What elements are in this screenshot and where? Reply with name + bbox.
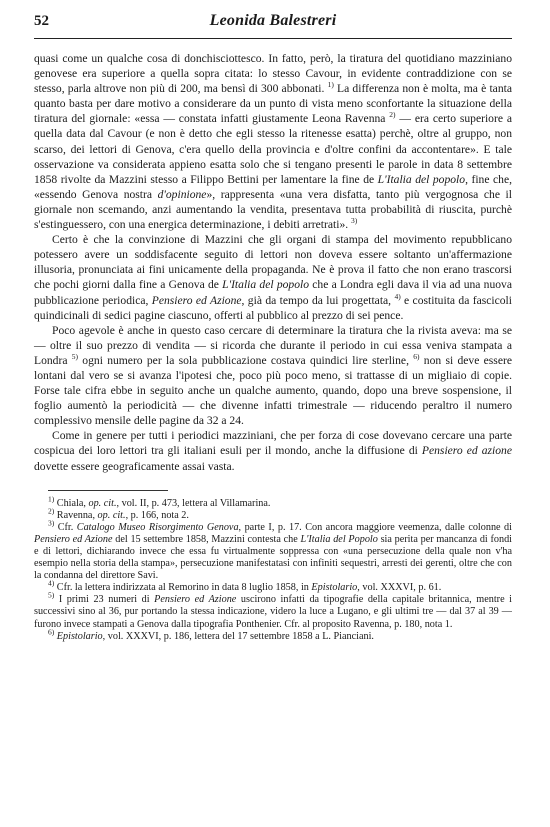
- footnote-1: [34, 494, 512, 510]
- text-run: — era certo superiore a quella data dal Cavour (e non è detto che egli stesso la ritenesse esatta) perchè, oltre al gruppo, non scarso, dei lettori di Genova, c'era quello della provincia e d'oltre confini da accontentare». E tale osservazione va considerata appieno esatta solo che si tengano presenti le parole in data 8 settembre 1858 rivolte da Mazzini stesso a Filippo Bettini per lamentare la fine de: [34, 112, 512, 186]
- footnote-ref: 2): [389, 110, 396, 120]
- text-run: ogni numero per la sola pubblicazione costava quindici lire sterline,: [78, 353, 414, 367]
- text-run: non si deve essere lontani dal vero se si avanza l'ipotesi che, poco più poco meno, si trattasse di un migliaio di copie. Forse tale cifra ebbe in seguito anche un qualche aumento, quando, dopo una breve sospensione, il foglio aumentò la periodicità — che divenne infatti trimestrale — riducendo peraltro il numero complessivo mensile delle pagine da 32 a 24.: [34, 353, 512, 428]
- footnotes: [34, 494, 512, 643]
- footnote-ref: 3): [48, 518, 55, 528]
- footnote-ref: 4): [48, 578, 55, 588]
- text-run: che a Londra egli dava il via ad una nuova pubblicazione periodica,: [34, 278, 512, 307]
- paragraph-2: [34, 232, 512, 323]
- text-run: e costituita da fascicoli quindicinali di sedici pagine ciascuno, offerti al pubblico al prezzo di sei pence.: [34, 293, 512, 322]
- text-run: dovette essere geograficamente assai vasta.: [34, 459, 235, 473]
- footnote-4: [34, 578, 512, 594]
- italic-run: Epistolario: [311, 582, 358, 594]
- text-run: , vol. II, p. 473, lettera al Villamarina.: [116, 497, 271, 509]
- text-run: », rappresenta «una vera disfatta, tanto più vergognosa che il giornale non scemando, anzi aumentando la vendita, presentava tutta probabilità di riuscita, purchè s'estinguessero, con una energica determinazione, i debiti arretrati».: [34, 187, 512, 232]
- text-run: , p. 166, nota 2.: [125, 509, 189, 521]
- paragraph-3: [34, 323, 512, 429]
- text-run: Cfr. la lettera indirizzata al Remorino in data 8 luglio 1858, in: [54, 582, 312, 594]
- footnote-3: [34, 518, 512, 582]
- text-run: I primi 23 numeri di: [54, 594, 155, 606]
- text-run: quasi come un qualche cosa di donchisciottesco. In fatto, però, la tiratura del quotidiano mazziniano genovese era superiore a quella sopra citata: lo stesso Cavour, in evidente contraddizione con se stesso, parla altrove non più di 200, ma bensì di 300 abbonati.: [34, 52, 512, 96]
- footnote-ref: 4): [394, 291, 401, 301]
- italic-run: op. cit.: [88, 497, 117, 509]
- footnote-ref: 6): [48, 627, 55, 637]
- paragraph-4: [34, 428, 512, 473]
- italic-run: L'Italia del Popolo: [300, 533, 378, 545]
- italic-run: L'Italia del popolo: [377, 172, 466, 186]
- text-run: uscirono infatti da tipografie della capitale britannica, mentre i successivi sino al 36, pur portando la stessa indicazione, videro la luce a Lugano, e gli ultimi tre — dal 37 al 39 — furono invece stampati a Genova dalla tipografia Ponthenier. Cfr. al proposito Ravenna, p. 180, nota 1.: [34, 594, 512, 630]
- text-run: Cfr.: [54, 521, 77, 533]
- footnote-ref: 1): [327, 80, 334, 90]
- italic-run: op. cit.: [97, 509, 126, 521]
- footnote-2: [34, 506, 512, 522]
- text-run: sia perita per mancanza di fondi e di lettori, dichiarando invece che essa fu virtualmente soppressa con «una persecuzione della quale non v'ha esempio nella storia della stampa», persecuzione manifestatasi con infiniti sequestri, arresti dei gerenti, oltre che con la condanna del direttore Savi.: [34, 533, 512, 582]
- text-run: , già da tempo da lui progettata,: [241, 293, 395, 307]
- footnote-ref: 2): [48, 506, 55, 516]
- text-run: Come in genere per tutti i periodici mazziniani, che per forza di cose dovevano cercare una parte cospicua dei loro lettori tra gli italiani esuli per il mondo, anche la diffusione di: [34, 429, 512, 458]
- running-head: Leonida Balestreri: [209, 12, 337, 29]
- page-number: 52: [34, 13, 49, 29]
- italic-run: L'Italia del popolo: [222, 278, 310, 292]
- italic-run: Pensiero ed Azione: [154, 594, 237, 606]
- italic-run: Pensiero ed Azione: [151, 293, 242, 307]
- footnote-6: [34, 627, 512, 643]
- text-run: Poco agevole è anche in questo caso cercare di determinare la tiratura che la rivista aveva: ma se — oltre il suo prezzo di vendita — si ricorda che durante il periodo in cui essa veniva stampata a Londra: [34, 323, 512, 367]
- italic-run: Pensiero ed azione: [421, 444, 512, 458]
- footnote-ref: 5): [71, 352, 79, 362]
- body-text: [34, 51, 512, 474]
- text-run: , vol. XXXVI, p. 61.: [357, 582, 442, 594]
- paragraph-1: [34, 51, 512, 232]
- footnote-ref: 3): [351, 216, 358, 226]
- italic-run: Catalogo Museo Risorgimento Genova: [76, 521, 239, 533]
- italic-run: Pensiero ed Azione: [34, 533, 113, 545]
- italic-run: d'opinione: [157, 187, 207, 201]
- text-run: La differenza non è molta, ma è tanta quanto basta per dare motivo a considerare da un punto di vista meno sconfortante la situazione della tiratura del giornale: «essa — constata infatti giustamente Leona Ravenna: [34, 82, 512, 126]
- italic-run: Epistolario: [56, 630, 103, 642]
- footnote-5: [34, 590, 512, 630]
- text-run: Chiala,: [54, 497, 89, 509]
- text-run: , fine che, «essendo Genova nostra: [34, 172, 512, 201]
- text-run: , vol. XXXVI, p. 186, lettera del 17 settembre 1858 a L. Pianciani.: [102, 630, 374, 642]
- page-header: [34, 6, 512, 39]
- text-run: , parte I, p. 17. Con ancora maggiore veemenza, dalle colonne di: [238, 521, 512, 533]
- footnote-ref: 5): [48, 590, 55, 600]
- footnote-divider: [48, 490, 168, 491]
- text-run: del 15 settembre 1858, Mazzini contesta che: [112, 533, 301, 545]
- footnote-ref: 1): [48, 494, 55, 504]
- text-run: Ravenna,: [54, 509, 98, 521]
- footnote-ref: 6): [413, 352, 420, 362]
- text-run: Certo è che la convinzione di Mazzini che gli organi di stampa del movimento repubblicano potessero avere un soddisfacente seguito di lettori non doveva essere soltanto un'affermazione illusoria, pronunciata ai fini unicamente della propaganda. Ne è prova il fatto che non erano trascorsi che pochi giorni dalla fine a Genova de: [34, 233, 512, 292]
